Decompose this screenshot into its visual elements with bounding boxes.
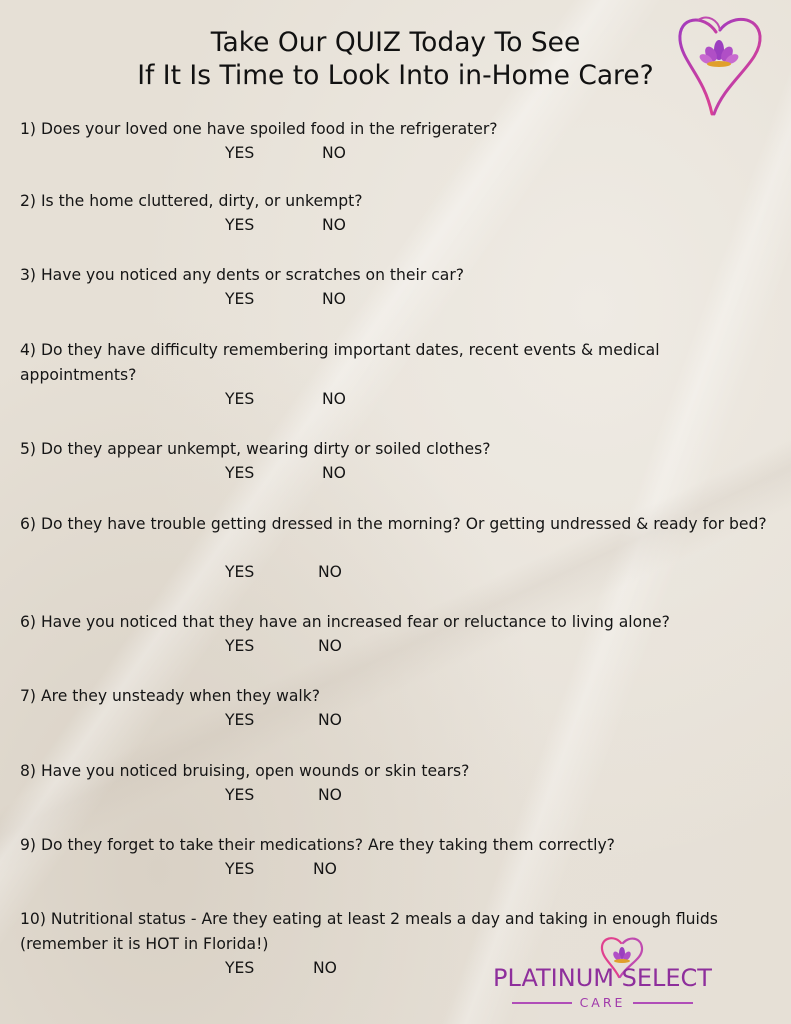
title-line-2: If It Is Time to Look Into in-Home Care? bbox=[137, 60, 654, 91]
question-1: 1) Does your loved one have spoiled food in the refrigerater? bbox=[20, 120, 498, 138]
answer-yes[interactable]: YES bbox=[225, 959, 255, 977]
question-8: 8) Have you noticed bruising, open wounds or skin tears? bbox=[20, 762, 470, 780]
answer-no[interactable]: NO bbox=[322, 216, 346, 234]
answer-yes[interactable]: YES bbox=[225, 860, 255, 878]
answer-no[interactable]: NO bbox=[318, 711, 342, 729]
brand-divider-right bbox=[633, 1002, 693, 1004]
answer-no[interactable]: NO bbox=[318, 637, 342, 655]
brand-subtitle: CARE bbox=[579, 995, 626, 1010]
answer-yes[interactable]: YES bbox=[225, 390, 255, 408]
page-title bbox=[20, 26, 771, 92]
answer-no[interactable]: NO bbox=[322, 390, 346, 408]
answer-no[interactable]: NO bbox=[318, 786, 342, 804]
question-9: 9) Do they forget to take their medications? Are they taking them correctly? bbox=[20, 836, 615, 854]
answer-yes[interactable]: YES bbox=[225, 563, 255, 581]
answer-yes[interactable]: YES bbox=[225, 144, 255, 162]
question-2: 2) Is the home cluttered, dirty, or unkempt? bbox=[20, 192, 363, 210]
answer-no[interactable]: NO bbox=[313, 959, 337, 977]
answer-yes[interactable]: YES bbox=[225, 711, 255, 729]
answer-no[interactable]: NO bbox=[322, 464, 346, 482]
answer-yes[interactable]: YES bbox=[225, 464, 255, 482]
answer-yes[interactable]: YES bbox=[225, 637, 255, 655]
question-4: 4) Do they have difficulty remembering important dates, recent events & medical appointments? bbox=[20, 341, 660, 384]
question-6: 6) Do they have trouble getting dressed in the morning? Or getting undressed & ready for bed? bbox=[20, 515, 767, 533]
question-10: 10) Nutritional status - Are they eating at least 2 meals a day and taking in enough fluids (remember it is HOT in Florida!) bbox=[20, 910, 718, 953]
question-3: 3) Have you noticed any dents or scratches on their car? bbox=[20, 266, 465, 284]
brand-logo bbox=[470, 930, 735, 1010]
answer-no[interactable]: NO bbox=[313, 860, 337, 878]
brand-name: PLATINUM SELECT bbox=[493, 964, 712, 992]
answer-no[interactable]: NO bbox=[318, 563, 342, 581]
question-6b: 6) Have you noticed that they have an increased fear or reluctance to living alone? bbox=[20, 613, 670, 631]
answer-yes[interactable]: YES bbox=[225, 216, 255, 234]
answer-no[interactable]: NO bbox=[322, 290, 346, 308]
question-5: 5) Do they appear unkempt, wearing dirty or soiled clothes? bbox=[20, 440, 491, 458]
answer-yes[interactable]: YES bbox=[225, 786, 255, 804]
answer-yes[interactable]: YES bbox=[225, 290, 255, 308]
heart-lotus-icon bbox=[674, 10, 766, 118]
answer-no[interactable]: NO bbox=[322, 144, 346, 162]
question-7: 7) Are they unsteady when they walk? bbox=[20, 687, 321, 705]
title-line-1: Take Our QUIZ Today To See bbox=[210, 27, 581, 58]
